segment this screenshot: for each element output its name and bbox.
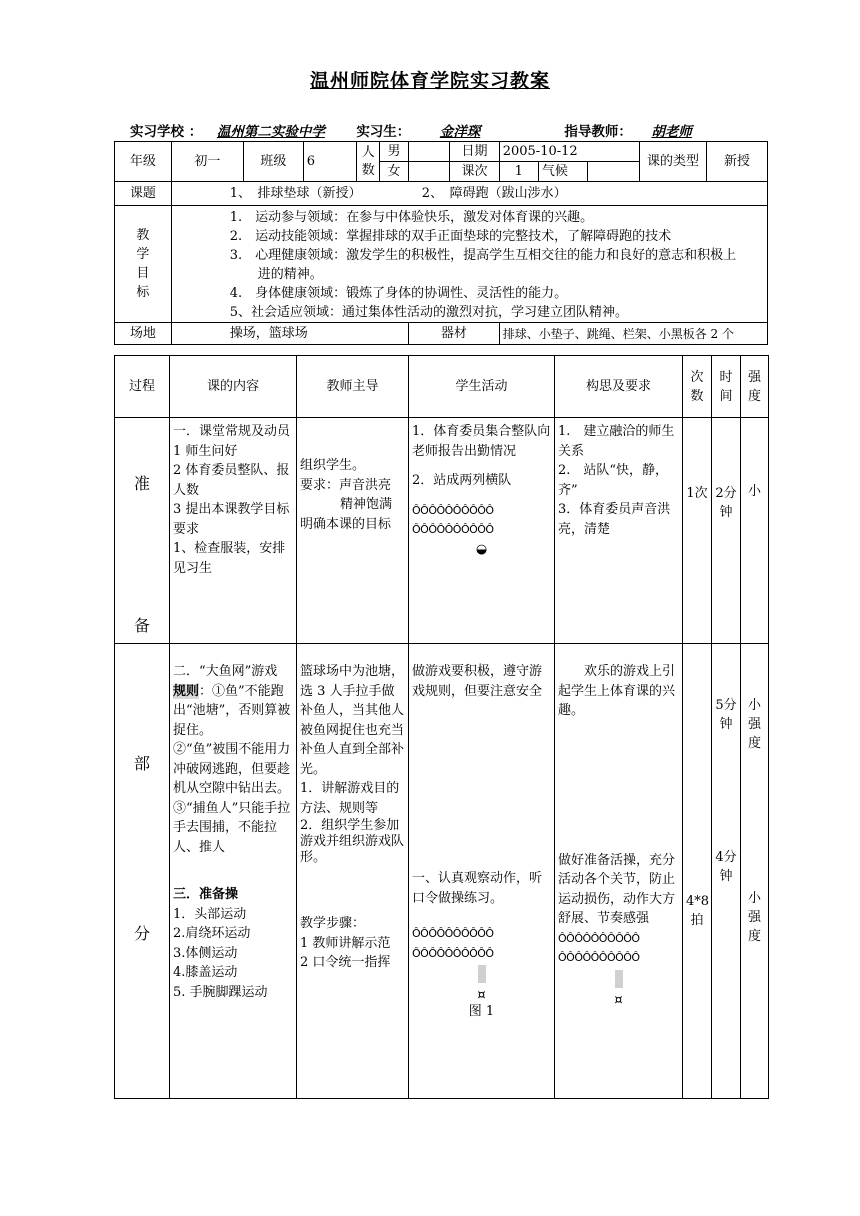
col-teacher: 教师主导 xyxy=(297,356,409,418)
count-cell-2: 4*8拍 xyxy=(683,644,712,1099)
objective-1: 1. 运动参与领域：在参与中体验快乐，激发对体育课的兴趣。 xyxy=(229,210,594,225)
idea-cell-1 xyxy=(555,418,683,644)
warmup-item: 3.体侧运动 xyxy=(173,945,238,961)
marker-bar xyxy=(478,965,486,983)
intensity-warmup: 小强度 xyxy=(747,891,761,944)
female-label: 女 xyxy=(380,162,409,182)
intensity-cell-2 xyxy=(741,644,769,1099)
class-label: 班级 xyxy=(243,142,303,182)
weather-label: 气候 xyxy=(538,162,588,182)
type-value: 新授 xyxy=(707,142,768,182)
idea-line: 2. 站队“快，静，齐” xyxy=(558,463,669,498)
formation-row-3: ÔÔÔÔÔÔÔÔÔÔ xyxy=(412,927,494,940)
content-line: 1、检查服装，安排见习生 xyxy=(173,541,286,576)
teacher-game-step: 2．组织学生参加游戏并组织游戏队形。 xyxy=(300,818,405,865)
equipment-label: 器材 xyxy=(408,323,499,345)
content-cell-2 xyxy=(170,644,297,1099)
lesson-no-value: 1 xyxy=(499,162,538,182)
idea-game-line: 欢乐的游戏上引起学生上体育课的兴趣。 xyxy=(558,664,676,718)
objective-2: 2. 运动技能领域：掌握排球的双手正面垫球的完整技术，了解障碍跑的技术 xyxy=(229,229,672,244)
warmup-item: 4.膝盖运动 xyxy=(173,965,238,980)
teacher-line: 组织学生。 xyxy=(300,458,366,473)
date-label: 日期 xyxy=(450,142,500,162)
student-line: 1．体育委员集合整队向老师报告出勤情况 xyxy=(412,424,551,459)
teacher-mark-area xyxy=(412,965,551,1020)
time-warmup: 4分钟 xyxy=(715,850,737,884)
idea-cell-2 xyxy=(555,644,683,1099)
grade-label: 年级 xyxy=(115,142,172,182)
school-value: 温州第二实验中学 xyxy=(216,124,325,140)
venue-value: 操场，篮球场 xyxy=(171,323,408,345)
col-count: 次数 xyxy=(683,356,712,418)
topic-label: 课题 xyxy=(115,182,172,206)
teacher-cell-2 xyxy=(297,644,409,1099)
male-value xyxy=(408,142,449,162)
time-game: 5分钟 xyxy=(715,698,737,732)
formation-row-2: ÔÔÔÔÔÔÔÔÔÔ xyxy=(412,523,494,536)
page-title: 温州师院体育学院实习教案 xyxy=(309,70,550,92)
col-time: 时间 xyxy=(712,356,741,418)
content-cell-1 xyxy=(170,418,297,644)
student-warmup-line: 一、认真观察动作，听口令做操练习。 xyxy=(412,871,543,906)
content-line: 1 师生问好 xyxy=(173,443,238,459)
teacher-label: 指导教师： xyxy=(564,124,632,140)
objective-3-cont: 进的精神。 xyxy=(257,267,323,282)
game-rule-2: ②“鱼”被围不能用力冲破网逃跑，但要趁机从空隙中钻出去。 xyxy=(173,742,291,796)
school-label: 实习学校 ： xyxy=(130,124,203,140)
warmup-title: 三．准备操 xyxy=(173,887,239,902)
warmup-item: 1．头部运动 xyxy=(173,906,247,922)
people-label: 人数 xyxy=(357,142,380,182)
teacher-line: 明确本课的目标 xyxy=(300,516,392,532)
intensity-cell-1: 小 xyxy=(741,418,769,644)
process-table xyxy=(114,355,769,1099)
time-cell-1: 2分钟 xyxy=(712,418,741,644)
student-value: 金洋琛 xyxy=(439,124,481,140)
marker-bar xyxy=(615,970,623,988)
grade-value: 初一 xyxy=(171,142,243,182)
formation-row-5: ÔÔÔÔÔÔÔÔÔÔ xyxy=(558,931,640,945)
info-line xyxy=(130,120,707,140)
stage-char-3: 部 xyxy=(133,754,150,773)
student-game-line: 做游戏要积极，遵守游戏规则，但要注意安全 xyxy=(412,664,543,699)
stage-char-2: 备 xyxy=(133,616,150,635)
teacher-position-icon: ◒ xyxy=(475,541,488,557)
teacher-mark-icon: ¤ xyxy=(477,988,486,1003)
content-line: 3 提出本课教学目标要求 xyxy=(173,502,290,537)
teacher-warmup-line: 教学步骤： xyxy=(300,916,366,931)
objectives-label: 教学目标 xyxy=(115,206,172,323)
venue-label: 场地 xyxy=(115,323,172,345)
teacher-warmup-line: 2 口令统一指挥 xyxy=(300,955,391,970)
game-rule-3: ③“捕鱼人”只能手拉手去围捕，不能拉人、推人 xyxy=(173,800,291,855)
formation-row-4: ÔÔÔÔÔÔÔÔÔÔ xyxy=(412,946,494,960)
stage-cell-1 xyxy=(115,418,170,644)
stage-char-1: 准 xyxy=(133,474,150,493)
teacher-line: 要求：声音洪亮 xyxy=(300,477,392,493)
warmup-item: 2.肩绕环运动 xyxy=(173,926,251,941)
equipment-value: 排球、小垫子、跳绳、栏架、小黑板各 2 个 xyxy=(499,323,767,345)
teacher-cell-1 xyxy=(297,418,409,644)
game-rule-1: 规则：①鱼”不能跑出“池塘”，否则算被捉住。 xyxy=(173,683,291,738)
weather-value xyxy=(588,162,640,182)
type-label: 课的类型 xyxy=(640,142,707,182)
teacher-warmup-line: 1 教师讲解示范 xyxy=(300,935,391,951)
stage-char-4: 分 xyxy=(133,924,150,943)
teacher-line: 精神饱满 xyxy=(340,497,393,512)
idea-line: 1. 建立融洽的师生关系 xyxy=(558,424,675,459)
lesson-no-label: 课次 xyxy=(450,162,500,182)
content-line: 2 体育委员整队、报人数 xyxy=(173,463,290,498)
idea-mark-area xyxy=(558,970,679,1009)
student-label: 实习生： xyxy=(356,124,411,140)
class-value: 6 xyxy=(303,142,357,182)
objective-3: 3. 心理健康领域：激发学生的积极性，提高学生互相交往的能力和良好的意志和积极上 xyxy=(229,248,737,263)
date-value: 2005-10-12 xyxy=(499,142,639,162)
male-label: 男 xyxy=(380,142,409,162)
col-idea: 构思及要求 xyxy=(555,356,683,418)
col-intensity: 强度 xyxy=(741,356,769,418)
game-title: 二．“大鱼网”游戏 xyxy=(173,664,278,679)
student-line: 2．站成两列横队 xyxy=(412,473,512,488)
intensity-game: 小强度 xyxy=(747,698,761,751)
teacher-mark-icon: ¤ xyxy=(614,992,623,1008)
formation-row-6: ÔÔÔÔÔÔÔÔÔÔ xyxy=(558,951,640,964)
formation-row-1: ÔÔÔÔÔÔÔÔÔÔ xyxy=(412,503,494,517)
stage-cell-2 xyxy=(115,644,170,1099)
content-line: 一．课堂常规及动员 xyxy=(173,424,291,439)
student-cell-2 xyxy=(409,644,555,1099)
count-cell-1: 1次 xyxy=(683,418,712,644)
header-table xyxy=(114,141,768,345)
idea-warmup-line: 做好准备活操，充分活动各个关节，防止运动损伤，动作大方舒展、节奏感强 xyxy=(558,852,676,926)
teacher-game-step: 1．讲解游戏目的方法、规则等 xyxy=(300,781,400,816)
teacher-game-desc: 篮球场中为池塘，选 3 人手拉手做补鱼人，当其他人被鱼网捉住也充当补鱼人直到全部补光。 xyxy=(300,664,405,777)
time-cell-2 xyxy=(712,644,741,1099)
warmup-item: 5. 手腕脚踝运动 xyxy=(173,984,268,1000)
figure-label: 图 1 xyxy=(468,1004,495,1019)
objective-4: 4. 身体健康领域：锻炼了身体的协调性、灵活性的能力。 xyxy=(229,286,568,301)
teacher-value: 胡老师 xyxy=(651,124,692,140)
objective-5: 5、社会适应领域：通过集体性活动的激烈对抗，学习建立团队精神。 xyxy=(229,305,629,320)
topic-item-1: 1、 排球垫球（新授） xyxy=(229,185,362,201)
col-student: 学生活动 xyxy=(409,356,555,418)
col-content: 课的内容 xyxy=(170,356,297,418)
rules-label: 规则 xyxy=(173,683,200,699)
student-cell-1 xyxy=(409,418,555,644)
idea-line: 3．体育委员声音洪亮，清楚 xyxy=(558,502,671,537)
female-value xyxy=(408,162,449,182)
col-process: 过程 xyxy=(115,356,170,418)
topic-item-2: 2、 障碍跑（跋山涉水） xyxy=(421,185,567,201)
